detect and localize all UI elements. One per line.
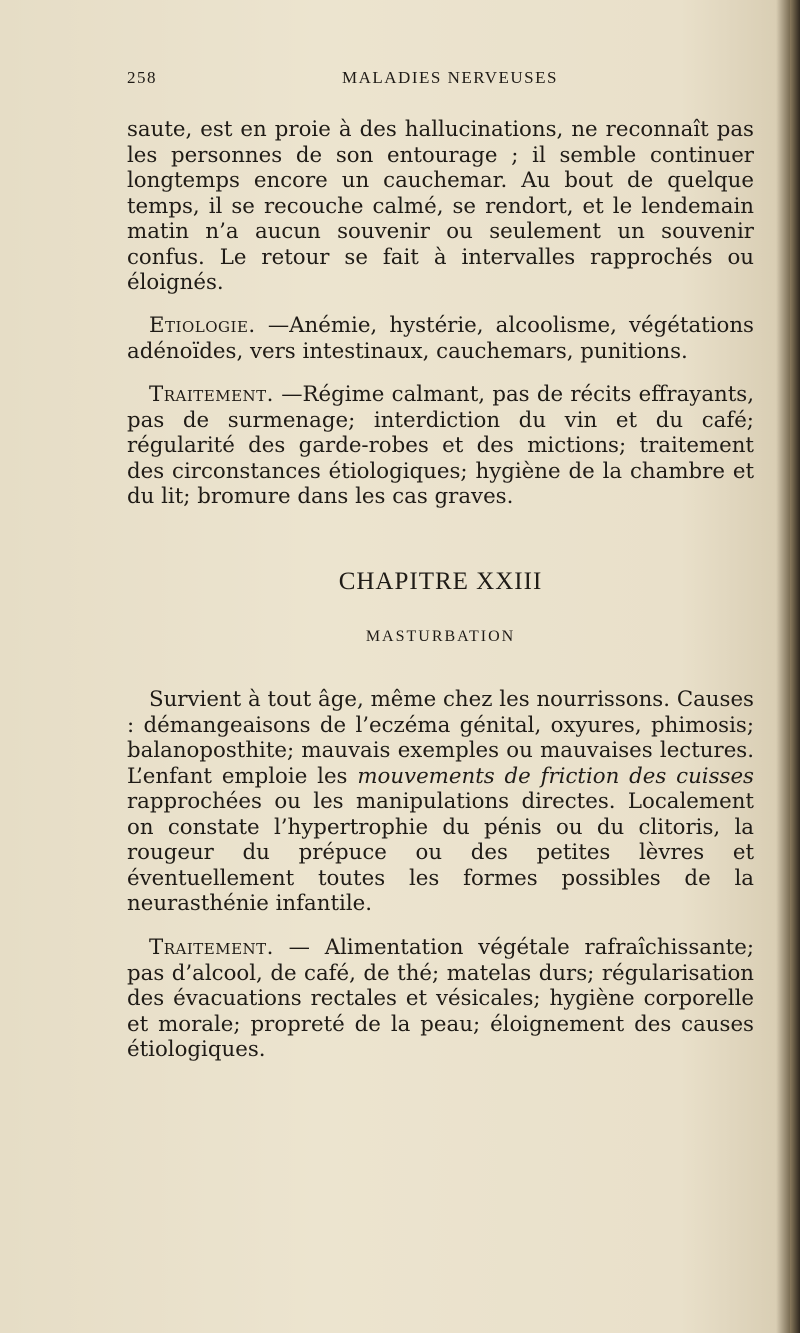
paragraph-text: rapprochées ou les manipulations directes. Localement on constate l’hypertrophie du pénis ou du clitoris, la rougeur du prépuce ou des petites lèvres et éventuellement toutes les formes possibles de la neurasthénie infantile. <box>127 789 754 916</box>
chapter-title: CHAPITRE XXIII <box>338 568 543 595</box>
paragraph-text: saute, est en proie à des hallucinations, ne reconnaît pas les personnes de son entourage ; il semble continuer longtemps encore un cauchemar. Au bout de quelque temps, il se recouche calmé, se rendort, et le lendemain matin n’a aucun souvenir ou seulement un souvenir confus. Le retour se fait à intervalles rapprochés ou éloignés. <box>127 117 754 295</box>
page-edge-shadow <box>790 0 800 1333</box>
chapter-subtitle: MASTURBATION <box>365 628 516 645</box>
running-head <box>127 68 752 94</box>
section-label: Etiologie. <box>149 313 256 338</box>
paragraph-text: —Anémie, hystérie, alcoolisme, végétations adénoïdes, vers intestinaux, cauchemars, punitions. <box>127 313 754 364</box>
paragraph-text: —Régime calmant, pas de récits effrayants, pas de surmenage; interdiction du vin et du café; régularité des garde-robes et des mictions; traitement des circonstances étiologiques; hygiène de la chambre et du lit; bromure dans les cas graves. <box>127 382 754 509</box>
etiologie-paragraph <box>127 313 754 364</box>
paragraph-text: Survient à tout âge, même chez les nourrissons. Causes : démangeaisons de l’eczéma génital, oxyures, phimosis; balanoposthite; mauvais exemples ou mauvaises lectures. L’enfant emploie les <box>127 687 754 789</box>
section-label: Traitement. <box>149 382 274 407</box>
traitement-paragraph-1 <box>127 382 754 510</box>
paragraph-text: — Alimentation végétale rafraîchissante; pas d’alcool, de café, de thé; matelas durs; régularisation des évacuations rectales et vésicales; hygiène corporelle et morale; propreté de la peau; éloignement des causes étiologiques. <box>127 935 754 1062</box>
italic-phrase: mouvements de friction des cuisses <box>357 763 754 789</box>
running-title: MALADIES NERVEUSES <box>342 68 558 87</box>
section-label: Traitement. <box>149 935 274 960</box>
page-number: 258 <box>127 68 157 87</box>
continuation-paragraph <box>127 117 754 296</box>
traitement-paragraph-2 <box>127 935 754 1063</box>
masturbation-paragraph <box>127 687 754 917</box>
